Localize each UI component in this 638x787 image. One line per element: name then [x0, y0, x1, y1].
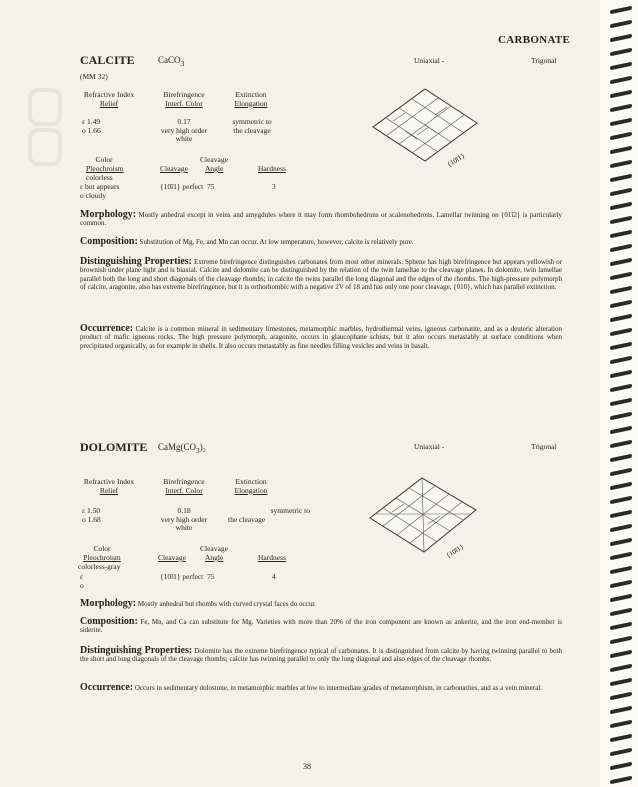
reference: (MM 32)	[80, 72, 108, 81]
section-label: CARBONATE	[498, 34, 571, 46]
binding-coil	[610, 6, 632, 15]
binding-coil	[610, 90, 632, 99]
composition-paragraph: Composition: Fe, Mn, and Ca can substitute for Mg. Varieties with more than 20% of the iron component are known as ankerite, and the iron end-member is siderite.	[80, 616, 563, 635]
binding-coil	[610, 496, 632, 505]
binding-coil	[610, 216, 632, 225]
binding-coil	[610, 552, 632, 561]
binding-coil	[610, 524, 632, 533]
binding-coil	[610, 118, 632, 127]
cleavage-value: {10ī1} perfect 75	[160, 182, 215, 191]
composition-paragraph: Composition: Substitution of Mg, Fe, and Mn can occur. At low temperature, however, calcite is relatively pure.	[80, 236, 414, 247]
header-color: Color Pleochroism	[86, 155, 124, 173]
binding-coil	[610, 160, 632, 169]
binding-coil	[610, 734, 632, 743]
header-birefringence: Birefringence Interf. Color	[163, 90, 205, 108]
binding-coil	[610, 440, 632, 449]
header-refractive-index: Refractive Index Relief	[83, 90, 135, 108]
binding-coil	[610, 356, 632, 365]
binding-coil	[610, 300, 632, 309]
hardness-value: 3	[272, 182, 276, 191]
binding-coil	[610, 286, 632, 295]
binding-coil	[610, 678, 632, 687]
binding-coil	[610, 188, 632, 197]
mineral-name: CALCITE	[80, 53, 135, 67]
crystal-system: Trigonal	[531, 442, 557, 451]
extinction-values: symmetric to the cleavage	[228, 506, 310, 524]
distinguishing-paragraph: Distinguishing Properties: Extreme birefringence distinguishes carbonates from most other minerals. Sphene has high birefringence but appears yellowish or brownish under plane light and is biaxial. Calcite and dolomite can be distinguished by the relation of the twin lamellae to the cleavage planes. In dolomite, twin lamellae parallel both the long and short diagonals of the cleavage rhombs; in calcite the twins parallel the long diagonal and the edges of the rhombs. The high-pressure polymorph of calcite, aragonite, also has extreme birefringence, but it is orthorhombic with a negative 2V of 18 and has only one poor cleavage, {010}, which has parallel extinction.	[80, 256, 562, 292]
binding-coil	[610, 594, 632, 603]
binding-coil	[610, 272, 632, 281]
binding-coil	[610, 748, 632, 757]
header-birefringence: Birefringence Interf. Color	[163, 477, 205, 495]
header-angle: Angle	[205, 553, 224, 562]
header-hardness: Hardness	[258, 164, 286, 173]
binding-coil	[610, 76, 632, 85]
binding-coil	[610, 258, 632, 267]
diagram-label: {10ī1}	[445, 151, 467, 169]
binding-coil	[610, 720, 632, 729]
header-hardness: Hardness	[258, 553, 286, 562]
binding-coil	[610, 762, 632, 771]
binding-coil	[610, 328, 632, 337]
cleavage-value: {10ī1} perfect 75	[160, 572, 215, 581]
diagram-label: {10ī1}	[444, 542, 466, 560]
binding-coil	[610, 664, 632, 673]
header-cleavage-top: Cleavage	[200, 544, 228, 553]
bleed-through-mark	[28, 88, 62, 126]
mineral-formula: CaCO$_3$	[158, 55, 185, 68]
binding-coil	[610, 244, 632, 253]
pleochroism-values: ε o	[80, 572, 84, 590]
color-value: colorless-gray	[78, 562, 121, 571]
header-color: Color Pleochroism	[83, 544, 121, 562]
header-cleavage: Cleavage	[160, 164, 188, 173]
cleavage-rhomb-diagram	[365, 75, 485, 175]
header-angle: Angle	[205, 164, 224, 173]
header-cleavage: Cleavage	[158, 553, 186, 562]
refractive-index-values: ε 1.50 o 1.68	[82, 506, 101, 524]
binding-coil	[610, 566, 632, 575]
binding-coil	[610, 706, 632, 715]
binding-coil	[610, 510, 632, 519]
pleochroism-values: ε but appears o cloudy	[80, 182, 120, 200]
binding-coil	[610, 230, 632, 239]
optic-sign: Uniaxial -	[414, 56, 445, 65]
binding-coil	[610, 454, 632, 463]
binding-coil	[610, 538, 632, 547]
binding-coil	[610, 622, 632, 631]
birefringence-values: 0.17 very high order white	[160, 117, 208, 143]
color-value: colorless	[86, 173, 113, 182]
binding-coil	[610, 426, 632, 435]
binding-coil	[610, 580, 632, 589]
binding-coil	[610, 314, 632, 323]
binding-coil	[610, 650, 632, 659]
mineral-name: DOLOMITE	[80, 440, 148, 454]
bleed-through-mark	[28, 128, 62, 166]
header-refractive-index: Refractive Index Relief	[83, 477, 135, 495]
occurrence-paragraph: Occurrence: Occurs in sedimentary dolostone, in metamorphic marbles at low to intermediate grades of metamorphism, in carbonatites, and as a vein mineral.	[80, 682, 542, 693]
binding-coil	[610, 132, 632, 141]
binding-coil	[610, 384, 632, 393]
binding-coil	[610, 370, 632, 379]
extinction-values: symmetric to the cleavage	[232, 117, 272, 135]
cleavage-rhomb-diagram	[362, 462, 484, 564]
binding-coil	[610, 62, 632, 71]
binding-coil	[610, 48, 632, 57]
binding-coil	[610, 174, 632, 183]
refractive-index-values: ε 1.49 o 1.66	[82, 117, 101, 135]
page-number: 38	[303, 762, 311, 771]
binding-coil	[610, 412, 632, 421]
binding-coil	[610, 776, 632, 785]
header-cleavage-top: Cleavage	[200, 155, 228, 164]
distinguishing-paragraph: Distinguishing Properties: Dolomite has the extreme birefringence typical of carbonates. It is distinguished from calcite by having twinning parallel to both the short and long diagonals of the cleavage rhombs; calcite has twinning parallel to only the long diagonal and also edges of the cleavage rhombs.	[80, 645, 562, 664]
crystal-system: Trigonal	[531, 56, 557, 65]
binding-coil	[610, 468, 632, 477]
morphology-paragraph: Morphology: Mostly anhedral except in veins and amygdules where it may form rhombohedrons or scalenohedrons. Lamellar twinning on {01ī2} is particularly common.	[80, 209, 562, 228]
binding-coil	[610, 636, 632, 645]
morphology-paragraph: Morphology: Mostly anhedral but rhombs with curved crystal faces do occur.	[80, 598, 316, 609]
binding-coil	[610, 398, 632, 407]
binding-coil	[610, 202, 632, 211]
spiral-binding	[600, 0, 638, 787]
optic-sign: Uniaxial -	[414, 442, 445, 451]
binding-coil	[610, 608, 632, 617]
header-extinction: Extinction Elongation	[234, 477, 268, 495]
binding-coil	[610, 34, 632, 43]
header-extinction: Extinction Elongation	[234, 90, 268, 108]
mineral-formula: $CaMg(CO_3)_2$	[158, 442, 206, 455]
binding-coil	[610, 482, 632, 491]
birefringence-values: 0.18 very high order white	[160, 506, 208, 532]
binding-coil	[610, 692, 632, 701]
occurrence-paragraph: Occurrence: Calcite is a common mineral in sedimentary limestones, metamorphic marbles, hydrothermal veins, igneous carbonatite, and as a deuteric alteration product of mafic igneous rocks. The high pressure polymorph, aragonite, occurs in glaucophane schists, but it also occurs metastably at surface conditions when precipitated organically, as for example in shells. It also occurs metastably as fine needles filling vesicles and veins in basalt.	[80, 323, 563, 350]
binding-coil	[610, 104, 632, 113]
binding-coil	[610, 20, 632, 29]
hardness-value: 4	[272, 572, 276, 581]
binding-coil	[610, 146, 632, 155]
binding-coil	[610, 342, 632, 351]
